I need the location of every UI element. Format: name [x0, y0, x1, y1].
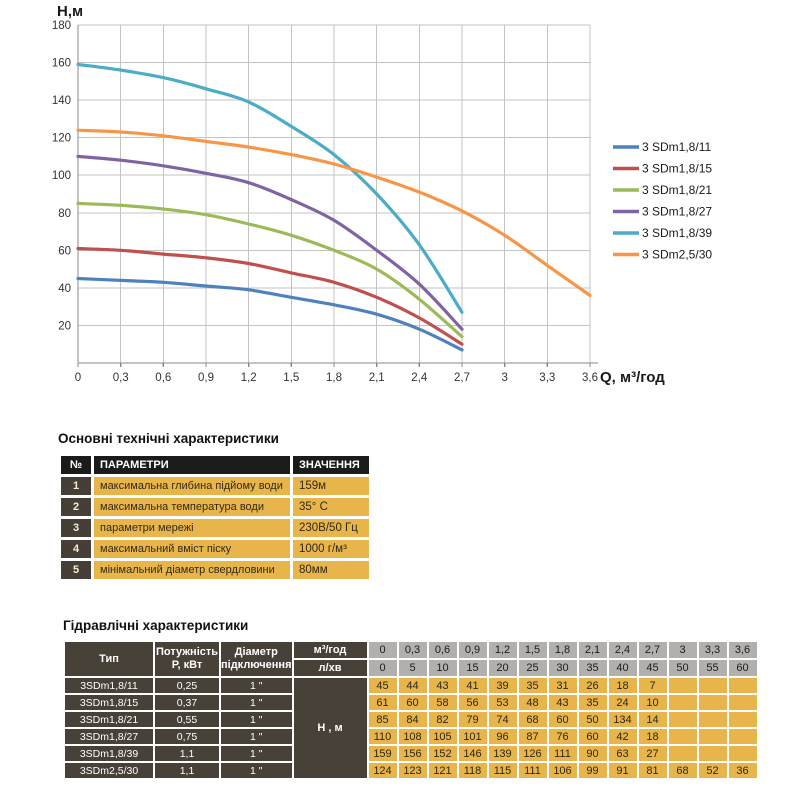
- col-header-diameter: Діаметр підключення: [221, 642, 292, 676]
- pump-type: 3SDm1,8/21: [65, 712, 153, 727]
- row-number: 4: [61, 540, 91, 558]
- series-line: [78, 64, 462, 312]
- head-value: [729, 729, 757, 744]
- y-tick-label: 60: [58, 245, 71, 258]
- flow-m3-value: 1,8: [549, 642, 577, 658]
- head-value: 110: [369, 729, 397, 744]
- head-value: 74: [489, 712, 517, 727]
- col-header-power: Потужність Р, кВт: [155, 642, 219, 676]
- pump-type: 3SDm1,8/27: [65, 729, 153, 744]
- pump-diameter: 1 ": [221, 763, 292, 778]
- head-value: 68: [669, 763, 697, 778]
- head-value: 60: [579, 729, 607, 744]
- head-value: [699, 746, 727, 761]
- flow-l-value: 20: [489, 660, 517, 676]
- x-tick-label: 0,9: [198, 372, 214, 384]
- head-value: 76: [549, 729, 577, 744]
- series-line: [78, 156, 462, 329]
- flow-m3-value: 2,7: [639, 642, 667, 658]
- legend-label: 3 SDm1,8/11: [642, 140, 712, 154]
- head-units-cell: Н , м: [294, 678, 367, 778]
- x-tick-label: 1,2: [240, 372, 257, 384]
- head-value: [729, 695, 757, 710]
- head-value: 42: [609, 729, 637, 744]
- head-value: [699, 695, 727, 710]
- flow-l-value: 35: [579, 660, 607, 676]
- y-tick-label: 80: [58, 207, 71, 220]
- flow-l-value: 60: [729, 660, 757, 676]
- pump-type: 3SDm2,5/30: [65, 763, 153, 778]
- head-value: 90: [579, 746, 607, 761]
- x-tick-label: 0,3: [112, 372, 129, 384]
- head-value: 108: [399, 729, 427, 744]
- tech-spec-row: [61, 519, 369, 537]
- head-value: [729, 678, 757, 693]
- head-value: 106: [549, 763, 577, 778]
- x-tick-label: 0,6: [155, 372, 172, 384]
- tech-header-row: [61, 456, 369, 474]
- head-value: 24: [609, 695, 637, 710]
- head-value: [699, 712, 727, 727]
- head-value: 53: [489, 695, 517, 710]
- flow-m3-value: 3: [669, 642, 697, 658]
- col-header-flow-l: л/хв: [294, 660, 367, 676]
- head-value: 79: [459, 712, 487, 727]
- hydraulic-section: [63, 618, 759, 780]
- hydraulic-table: [63, 640, 759, 780]
- col-header-type: Тип: [65, 642, 153, 676]
- col-header-parameters: ПАРАМЕТРИ: [94, 456, 290, 474]
- head-value: 18: [609, 678, 637, 693]
- parameter-name: максимальна глибина підйому води: [94, 477, 290, 495]
- head-value: 81: [639, 763, 667, 778]
- head-value: 134: [609, 712, 637, 727]
- head-value: 39: [489, 678, 517, 693]
- chart-legend: [613, 140, 712, 262]
- flow-l-value: 40: [609, 660, 637, 676]
- head-value: 118: [459, 763, 487, 778]
- head-value: 58: [429, 695, 457, 710]
- y-axis-title: Н,м: [57, 3, 84, 20]
- parameter-value: 80мм: [293, 561, 369, 579]
- y-tick-label: 160: [51, 57, 71, 70]
- head-value: 156: [399, 746, 427, 761]
- flow-m3-value: 2,4: [609, 642, 637, 658]
- head-value: 111: [519, 763, 547, 778]
- flow-l-value: 15: [459, 660, 487, 676]
- head-value: 43: [549, 695, 577, 710]
- head-value: 41: [459, 678, 487, 693]
- pump-diameter: 1 ": [221, 695, 292, 710]
- head-value: 126: [519, 746, 547, 761]
- head-value: 123: [399, 763, 427, 778]
- legend-label: 3 SDm1,8/15: [642, 161, 713, 176]
- head-value: 84: [399, 712, 427, 727]
- parameter-value: 230В/50 Гц: [293, 519, 369, 537]
- head-value: [669, 746, 697, 761]
- hydraulic-row: [65, 763, 757, 778]
- pump-type: 3SDm1,8/15: [65, 695, 153, 710]
- head-value: 27: [639, 746, 667, 761]
- y-tick-label: 120: [51, 132, 71, 145]
- flow-m3-value: 1,2: [489, 642, 517, 658]
- x-tick-label: 2,4: [411, 372, 428, 384]
- parameter-name: максимальна температура води: [94, 498, 290, 516]
- pump-power: 1,1: [155, 763, 219, 778]
- legend-label: 3 SDm2,5/30: [642, 247, 713, 262]
- x-tick-label: 2,7: [454, 372, 470, 384]
- x-tick-label: 2,1: [368, 372, 385, 384]
- head-value: 111: [549, 746, 577, 761]
- flow-l-value: 45: [639, 660, 667, 676]
- tech-spec-row: [61, 540, 369, 558]
- head-value: 139: [489, 746, 517, 761]
- head-value: 50: [579, 712, 607, 727]
- flow-l-value: 55: [699, 660, 727, 676]
- flow-m3-value: 2,1: [579, 642, 607, 658]
- hydraulic-title: Гідравлічні характеристики: [63, 618, 249, 633]
- flow-m3-value: 0,9: [459, 642, 487, 658]
- head-value: [699, 678, 727, 693]
- head-value: 10: [639, 695, 667, 710]
- head-value: [669, 712, 697, 727]
- head-value: 35: [579, 695, 607, 710]
- parameter-value: 35° С: [293, 498, 369, 516]
- row-number: 2: [61, 498, 91, 516]
- parameter-name: параметри мережі: [94, 519, 290, 537]
- head-value: [729, 746, 757, 761]
- head-value: 44: [399, 678, 427, 693]
- axes: [52, 3, 665, 386]
- pump-diameter: 1 ": [221, 746, 292, 761]
- parameter-name: мінімальний діаметр свердловини: [94, 561, 290, 579]
- y-tick-label: 100: [51, 170, 71, 183]
- tech-spec-row: [61, 477, 369, 495]
- head-value: 124: [369, 763, 397, 778]
- head-value: 99: [579, 763, 607, 778]
- flow-l-value: 50: [669, 660, 697, 676]
- head-value: [669, 729, 697, 744]
- flow-m3-value: 0,6: [429, 642, 457, 658]
- flow-m3-value: 3,6: [729, 642, 757, 658]
- col-header-flow-m3: м³/год: [294, 642, 367, 658]
- flow-l-value: 25: [519, 660, 547, 676]
- flow-m3-value: 3,3: [699, 642, 727, 658]
- flow-l-value: 10: [429, 660, 457, 676]
- hydraulic-row: [65, 712, 757, 727]
- legend-label: 3 SDm1,8/27: [642, 204, 713, 219]
- head-value: [729, 712, 757, 727]
- head-value: [669, 678, 697, 693]
- head-value: 60: [549, 712, 577, 727]
- x-tick-label: 1,5: [283, 372, 300, 384]
- hydraulic-row: [65, 695, 757, 710]
- col-header-value: ЗНАЧЕННЯ: [293, 456, 369, 474]
- head-value: 152: [429, 746, 457, 761]
- head-value: 35: [519, 678, 547, 693]
- y-tick-label: 180: [51, 20, 71, 32]
- head-value: 31: [549, 678, 577, 693]
- tech-specs-section: [58, 431, 372, 582]
- head-value: 60: [399, 695, 427, 710]
- hydraulic-header-row-flow-m3: [65, 642, 757, 658]
- head-value: 63: [609, 746, 637, 761]
- head-value: 7: [639, 678, 667, 693]
- tech-spec-row: [61, 498, 369, 516]
- flow-l-value: 0: [369, 660, 397, 676]
- y-tick-label: 20: [58, 320, 71, 333]
- pump-power: 0,55: [155, 712, 219, 727]
- head-value: 101: [459, 729, 487, 744]
- head-value: 85: [369, 712, 397, 727]
- head-value: 45: [369, 678, 397, 693]
- tech-spec-row: [61, 561, 369, 579]
- head-value: 105: [429, 729, 457, 744]
- head-value: 36: [729, 763, 757, 778]
- parameter-value: 1000 г/м³: [293, 540, 369, 558]
- head-value: 61: [369, 695, 397, 710]
- pump-diameter: 1 ": [221, 678, 292, 693]
- head-value: 91: [609, 763, 637, 778]
- legend-label: 3 SDm1,8/39: [642, 226, 713, 240]
- parameter-value: 159м: [293, 477, 369, 495]
- col-header-number: №: [61, 456, 91, 474]
- hydraulic-row: [65, 678, 757, 693]
- legend-label: 3 SDm1,8/21: [642, 183, 713, 197]
- flow-l-value: 5: [399, 660, 427, 676]
- head-value: 159: [369, 746, 397, 761]
- head-value: 26: [579, 678, 607, 693]
- head-value: 146: [459, 746, 487, 761]
- head-value: 14: [639, 712, 667, 727]
- x-tick-label: 0: [74, 372, 82, 384]
- x-tick-label: 1,8: [326, 372, 342, 384]
- pump-diameter: 1 ": [221, 729, 292, 744]
- row-number: 1: [61, 477, 91, 495]
- x-tick-label: 3: [501, 372, 508, 384]
- y-tick-label: 140: [51, 95, 71, 108]
- parameter-name: максимальний вміст піску: [94, 540, 290, 558]
- head-value: [669, 695, 697, 710]
- hydraulic-row: [65, 746, 757, 761]
- y-tick-label: 40: [58, 282, 71, 295]
- flow-l-value: 30: [549, 660, 577, 676]
- pump-power: 0,25: [155, 678, 219, 693]
- flow-m3-value: 1,5: [519, 642, 547, 658]
- head-value: [699, 729, 727, 744]
- head-value: 56: [459, 695, 487, 710]
- tech-specs-title: Основні технічні характеристики: [58, 431, 279, 446]
- head-value: 52: [699, 763, 727, 778]
- pump-type: 3SDm1,8/11: [65, 678, 153, 693]
- row-number: 3: [61, 519, 91, 537]
- x-axis-title: Q, м³/год: [600, 369, 665, 386]
- x-tick-label: 3,6: [582, 372, 598, 384]
- head-value: 115: [489, 763, 517, 778]
- pump-diameter: 1 ": [221, 712, 292, 727]
- pump-power: 0,37: [155, 695, 219, 710]
- tech-specs-table: [58, 453, 372, 582]
- head-value: 96: [489, 729, 517, 744]
- head-value: 18: [639, 729, 667, 744]
- series-line: [78, 249, 462, 345]
- head-value: 87: [519, 729, 547, 744]
- flow-m3-value: 0: [369, 642, 397, 658]
- flow-m3-value: 0,3: [399, 642, 427, 658]
- pump-power: 0,75: [155, 729, 219, 744]
- head-value: 68: [519, 712, 547, 727]
- head-value: 121: [429, 763, 457, 778]
- pump-type: 3SDm1,8/39: [65, 746, 153, 761]
- head-value: 48: [519, 695, 547, 710]
- x-tick-label: 3,3: [539, 372, 556, 384]
- pump-power: 1,1: [155, 746, 219, 761]
- head-value: 82: [429, 712, 457, 727]
- head-value: 43: [429, 678, 457, 693]
- hydraulic-row: [65, 729, 757, 744]
- row-number: 5: [61, 561, 91, 579]
